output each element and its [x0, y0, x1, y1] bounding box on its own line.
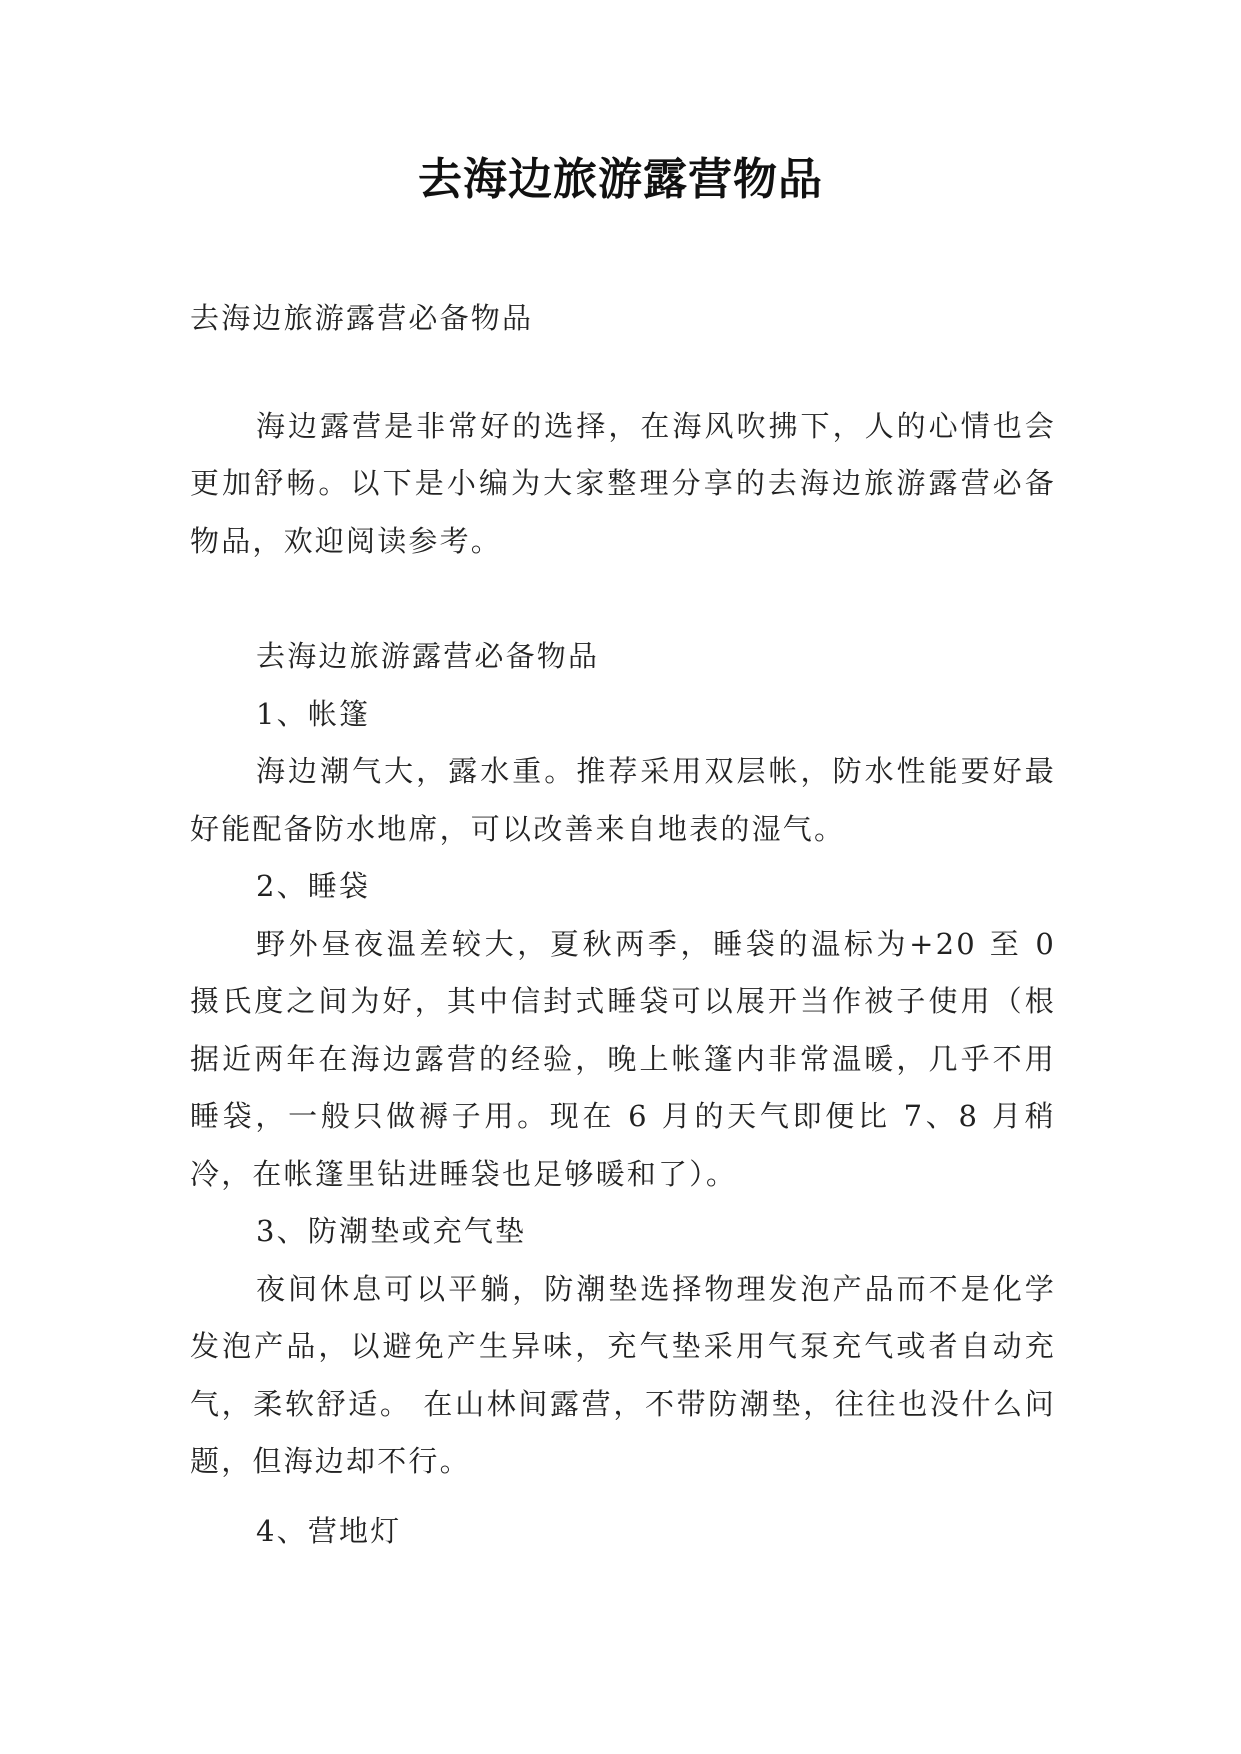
document-body [190, 290, 1056, 1560]
item-body: 夜间休息可以平躺，防潮垫选择物理发泡产品而不是化学发泡产品，以避免产生异味，充气垫采用气泵充气或者自动充气，柔软舒适。 在山林间露营，不带防潮垫，往往也没什么问题，但海边却不行。 [190, 1271, 1056, 1478]
subtitle: 去海边旅游露营必备物品 [190, 301, 534, 335]
item-heading: 3、防潮垫或充气垫 [256, 1214, 527, 1248]
page-title: 去海边旅游露营物品 [418, 154, 823, 205]
item-heading: 2、睡袋 [256, 869, 371, 903]
item-heading: 4、营地灯 [256, 1513, 402, 1548]
item-heading: 1、帐篷 [256, 696, 371, 731]
intro-paragraph: 海边露营是非常好的选择，在海风吹拂下，人的心情也会更加舒畅。以下是小编为大家整理分享的去海边旅游露营必备物品，欢迎阅读参考。 [190, 408, 1056, 558]
item-body: 野外昼夜温差较大，夏秋两季，睡袋的温标为+20 至 0 摄氏度之间为好，其中信封式睡袋可以展开当作被子使用（根据近两年在海边露营的经验，晚上帐篷内非常温暖，几乎不用睡袋，一般只做褥子用。现在 6 月的天气即便比 7、8 月稍冷，在帐篷里钻进睡袋也足够暖和了）。 [190, 926, 1056, 1191]
item-body: 海边潮气大，露水重。推荐采用双层帐，防水性能要好最好能配备防水地席，可以改善来自地表的湿气。 [190, 754, 1056, 846]
section-heading: 去海边旅游露营必备物品 [256, 639, 600, 673]
